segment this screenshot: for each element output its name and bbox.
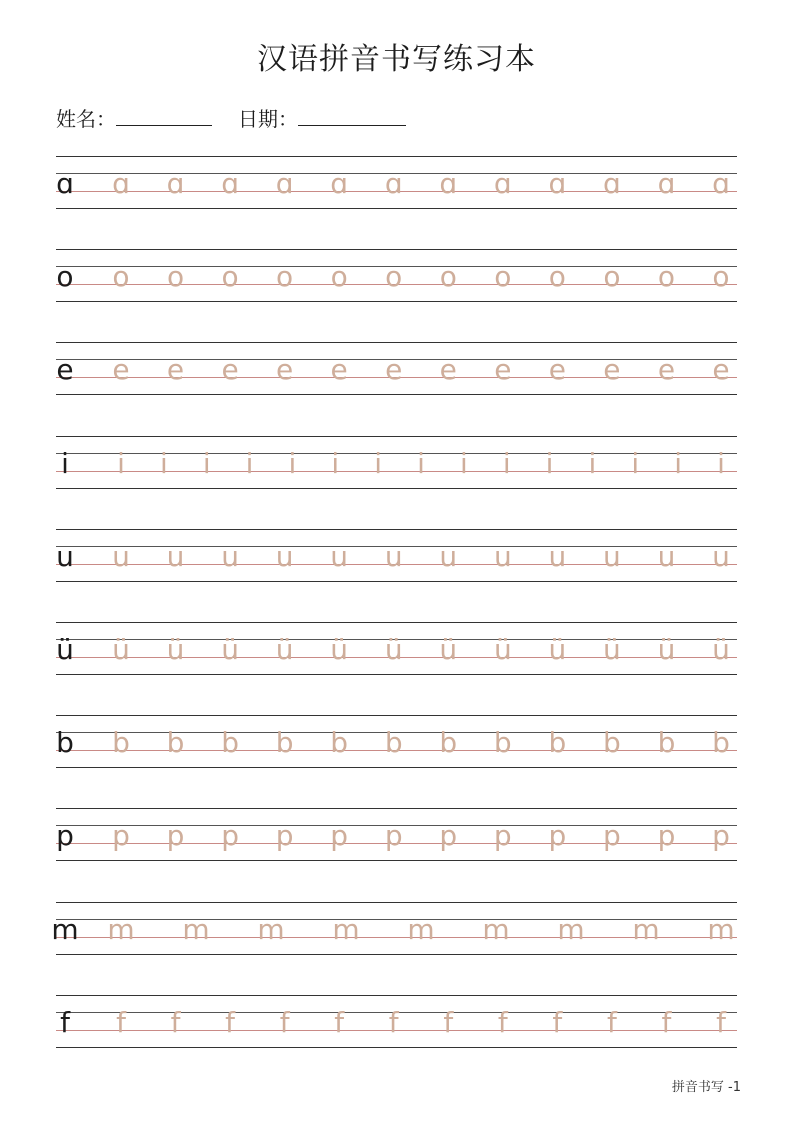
page-title: 汉语拼音书写练习本 [257,42,536,77]
trace-letter: u [112,539,130,573]
trace-letter: f [388,1005,399,1039]
trace-letter: m [182,912,210,946]
model-letter: e [56,353,74,387]
trace-letter: ɑ [657,167,676,200]
guide-line [56,767,737,768]
trace-letter: p [657,819,676,853]
trace-letter: b [439,726,458,760]
trace-letter: u [166,539,185,573]
trace-letter: o [166,260,185,294]
trace-letter: p [493,819,512,853]
trace-letter: b [166,726,185,760]
guide-line [56,1047,737,1048]
guide-line [56,436,737,437]
trace-letter: f [716,1005,726,1039]
trace-letter: ü [384,633,403,666]
trace-letter: o [657,260,676,294]
trace-letter: ɑ [548,167,567,200]
trace-letter: ü [166,633,185,666]
guide-line [56,995,737,996]
trace-letter: u [439,539,458,573]
trace-letter: i [331,446,340,480]
guide-line [56,902,737,903]
trace-letter: o [385,260,403,294]
trace-letter: b [275,726,294,760]
guide-line [56,156,737,157]
trace-letter: e [112,353,130,387]
trace-letter: ɑ [112,167,130,200]
trace-letter: o [494,260,512,294]
trace-letter: f [170,1005,181,1039]
trace-letter: m [332,912,360,946]
practice-row [51,902,737,954]
trace-letter: i [288,446,297,480]
practice-row [56,156,737,208]
guide-line [56,715,737,716]
trace-letter: i [459,446,468,480]
trace-letter: u [275,539,294,573]
trace-letter: p [548,819,567,853]
trace-letter: b [603,726,621,760]
trace-letter: o [330,260,348,294]
trace-letter: f [116,1005,126,1039]
trace-letter: p [275,819,294,853]
trace-letter: ü [712,633,730,666]
trace-letter: i [159,446,168,480]
trace-letter: i [631,446,640,480]
model-letter: p [56,819,74,853]
trace-letter: ü [221,633,239,666]
trace-letter: e [166,353,185,387]
trace-letter: f [606,1005,617,1039]
guide-line [56,954,737,955]
guide-line [56,488,737,489]
practice-row [56,342,737,394]
model-letter: b [56,726,74,760]
trace-letter: b [548,726,567,760]
trace-letter: ɑ [166,167,185,200]
trace-letter: p [221,819,239,853]
trace-letter: i [545,446,554,480]
trace-letter: u [712,539,730,573]
guide-line [56,581,737,582]
trace-letter: f [661,1005,672,1039]
trace-letter: ɑ [712,167,730,200]
page-footer: 拼音书写 -1 [671,1080,741,1095]
trace-letter: ü [275,633,294,666]
trace-letter: m [707,912,735,946]
trace-letter: e [712,353,730,387]
model-letter: i [61,446,69,480]
trace-letter: ü [330,633,349,666]
trace-letter: p [712,819,730,853]
trace-letter: p [330,819,349,853]
trace-letter: f [443,1005,454,1039]
trace-letter: p [112,819,130,853]
trace-letter: m [632,912,660,946]
trace-letter: b [384,726,403,760]
trace-letter: i [417,446,425,480]
trace-letter: i [674,446,683,480]
name-blank-line[interactable] [116,108,212,126]
trace-letter: i [117,446,125,480]
trace-letter: e [657,353,676,387]
trace-letter: m [557,912,585,946]
trace-letter: e [385,353,403,387]
practice-row [56,529,737,581]
trace-letter: p [603,819,621,853]
model-letter: o [56,260,74,294]
trace-letter: b [712,726,730,760]
trace-letter: e [276,353,294,387]
guide-line [56,622,737,623]
trace-letter: e [603,353,621,387]
date-label: 日期： [238,107,298,131]
trace-letter: ü [493,633,512,666]
trace-letter: b [221,726,239,760]
practice-row [56,995,737,1047]
trace-letter: ɑ [221,167,239,200]
trace-letter: u [384,539,403,573]
practice-row [56,249,737,301]
student-info [56,103,406,132]
guide-line [56,249,737,250]
trace-letter: ɑ [384,167,403,200]
trace-letter: b [493,726,512,760]
trace-letter: f [497,1005,508,1039]
trace-letter: u [548,539,567,573]
trace-letter: i [588,446,597,480]
trace-letter: o [276,260,294,294]
practice-row [56,622,737,674]
trace-letter: e [439,353,457,387]
trace-letter: i [374,446,383,480]
guide-line [56,394,737,395]
trace-letter: ɑ [275,167,294,200]
trace-letter: ɑ [330,167,349,200]
trace-letter: ü [548,633,567,666]
trace-letter: ɑ [439,167,458,200]
guide-line [56,674,737,675]
trace-letter: m [482,912,510,946]
trace-letter: e [330,353,348,387]
trace-letter: o [548,260,566,294]
trace-letter: u [657,539,676,573]
trace-letter: i [502,446,511,480]
model-letter: m [51,912,79,946]
model-letter: ɑ [56,167,74,200]
trace-letter: o [603,260,621,294]
guide-line [56,208,737,209]
trace-letter: ɑ [493,167,512,200]
trace-letter: p [384,819,403,853]
trace-letter: f [225,1005,235,1039]
practice-row [56,715,737,767]
trace-letter: ü [657,633,676,666]
trace-letter: m [107,912,135,946]
guide-line [56,529,737,530]
trace-letter: u [330,539,349,573]
guide-line [56,860,737,861]
trace-letter: e [494,353,512,387]
trace-letter: m [407,912,435,946]
trace-letter: u [493,539,512,573]
trace-letter: ü [439,633,458,666]
practice-row [56,436,737,488]
model-letter: f [60,1005,70,1039]
trace-letter: f [279,1005,290,1039]
trace-letter: u [221,539,239,573]
model-letter: u [56,539,74,573]
trace-letter: i [245,446,254,480]
trace-letter: b [330,726,349,760]
trace-letter: p [166,819,185,853]
practice-row [56,808,737,860]
model-letter: ü [56,633,74,666]
trace-letter: ü [603,633,621,666]
trace-letter: b [657,726,676,760]
trace-letter: ɑ [603,167,621,200]
name-label: 姓名： [56,107,116,131]
date-blank-line[interactable] [298,108,406,126]
trace-letter: e [548,353,566,387]
guide-line [56,808,737,809]
guide-line [56,301,737,302]
trace-letter: f [334,1005,345,1039]
trace-letter: o [712,260,730,294]
guide-line [56,342,737,343]
trace-letter: p [439,819,458,853]
trace-letter: u [603,539,621,573]
trace-letter: e [221,353,239,387]
trace-letter: i [202,446,211,480]
trace-letter: o [112,260,130,294]
trace-letter: f [552,1005,563,1039]
trace-letter: b [112,726,130,760]
trace-letter: i [717,446,725,480]
trace-letter: m [257,912,285,946]
trace-letter: o [439,260,457,294]
trace-letter: o [221,260,239,294]
trace-letter: ü [112,633,130,666]
